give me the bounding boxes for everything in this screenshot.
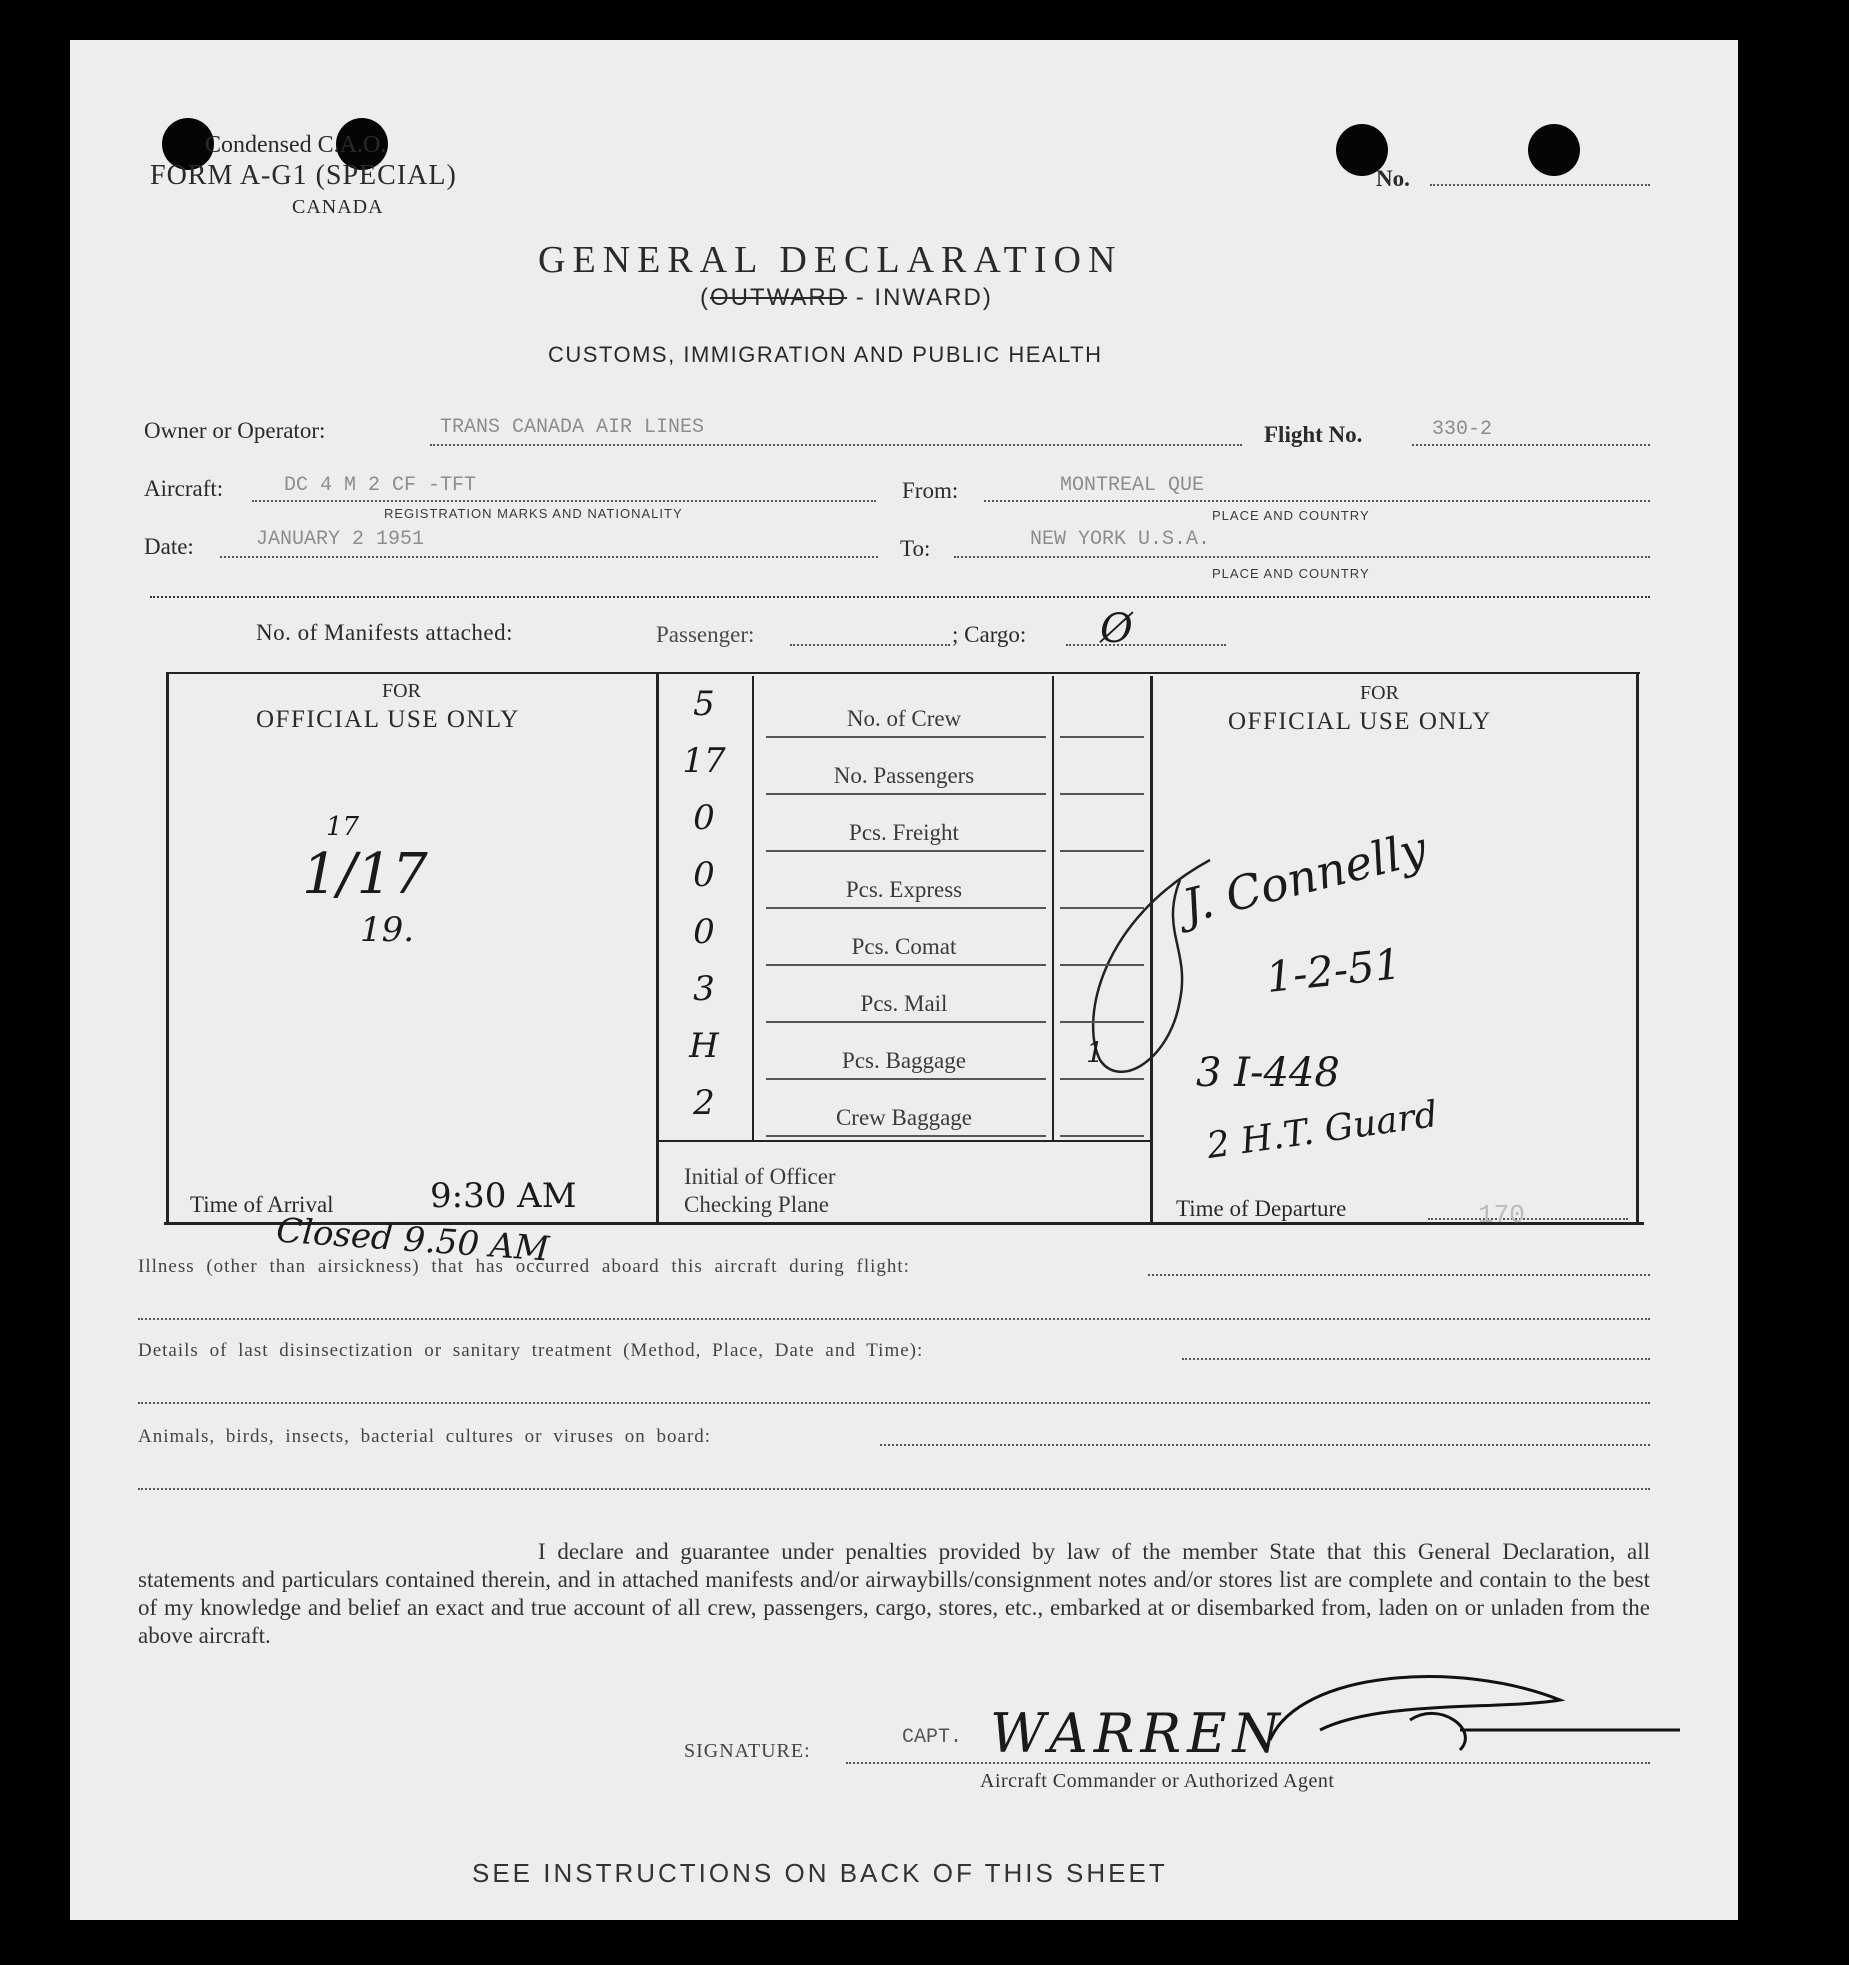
footer-instructions: SEE INSTRUCTIONS ON BACK OF THIS SHEET [472,1858,1168,1888]
aircraft-value: DC 4 M 2 CF -TFT [284,474,477,497]
left-official-label: OFFICIAL USE ONLY [256,706,520,733]
passenger-manifest-field[interactable] [790,644,950,646]
row-label-4: Pcs. Comat [851,934,957,959]
from-caption: PLACE AND COUNTRY [1212,508,1370,523]
disinsectization-label: Details of last disinsectization or sanitary treatment (Method, Place, Date and Time): [138,1340,924,1361]
cargo-manifest-field[interactable] [1066,644,1226,646]
form-code-line1: Condensed C.A.O. [205,132,387,158]
arrival-time-label: Time of Arrival [190,1192,334,1217]
number-label: No. [1376,166,1410,191]
row-extra-value-6[interactable]: 1 [1086,1036,1104,1069]
to-caption: PLACE AND COUNTRY [1212,566,1370,581]
signature-label: SIGNATURE: [684,1740,811,1762]
owner-field[interactable] [430,444,1242,446]
signature-typed-prefix: CAPT. [902,1726,963,1749]
initial-officer-label: Initial of Officer [684,1164,836,1189]
authority-line: CUSTOMS, IMMIGRATION AND PUBLIC HEALTH [548,342,1103,367]
date-value: JANUARY 2 1951 [256,528,425,551]
row-extra-rule-5 [1060,1021,1144,1023]
date-field[interactable] [220,556,878,558]
arrival-time-value: 9:30 AM [430,1176,577,1216]
row-value-7[interactable]: 2 [693,1083,715,1123]
cargo-label: ; Cargo: [952,622,1027,647]
row-value-2[interactable]: 0 [693,798,715,838]
right-note-3: 3 I-448 [1196,1050,1340,1096]
row-rule-4 [766,964,1046,966]
table-right-border [1636,674,1639,1224]
illness-field[interactable] [1148,1274,1650,1276]
animals-field-line2[interactable] [138,1488,1650,1490]
page-title: GENERAL DECLARATION [538,239,1123,281]
row-extra-rule-6 [1060,1078,1144,1080]
row-rule-6 [766,1078,1046,1080]
aircraft-field[interactable] [252,500,876,502]
signature-caption: Aircraft Commander or Authorized Agent [980,1770,1335,1792]
row-label-2: Pcs. Freight [849,820,959,845]
row-extra-rule-2 [1060,850,1144,852]
manifests-label: No. of Manifests attached: [256,620,513,645]
row-value-1[interactable]: 17 [682,741,726,781]
left-note-2: 17 [326,812,360,842]
row-rule-1 [766,793,1046,795]
row-value-6[interactable]: H [689,1026,719,1066]
signature-flourish [1260,1660,1680,1770]
disinsectization-field-line2[interactable] [138,1402,1650,1404]
departure-time-label: Time of Departure [1176,1196,1347,1221]
form-code-line2: FORM A-G1 (SPECIAL) [150,160,457,191]
row-extra-rule-3 [1060,907,1144,909]
right-note-2: 1-2-51 [1263,939,1404,1002]
departure-time-field[interactable] [1428,1218,1628,1220]
signature-handwritten: WARREN [990,1702,1286,1765]
row-rule-0 [766,736,1046,738]
row-label-3: Pcs. Express [845,877,963,902]
to-field[interactable] [954,556,1650,558]
row-extra-rule-7 [1060,1135,1144,1137]
row-label-1: No. Passengers [833,763,975,788]
aircraft-caption: REGISTRATION MARKS AND NATIONALITY [384,506,683,521]
row-rule-2 [766,850,1046,852]
checking-plane-label: Checking Plane [684,1192,829,1217]
row-value-4[interactable]: 0 [693,912,715,952]
row-extra-rule-0 [1060,736,1144,738]
right-note-1: J. Connelly [1177,820,1432,934]
left-for-label: FOR [382,680,421,702]
outward-struck: OUTWARD [710,284,848,311]
right-for-label: FOR [1360,682,1399,704]
from-label: From: [902,478,959,503]
left-note-1: 1/17 [302,842,428,907]
punch-hole-4 [1528,124,1580,176]
from-field[interactable] [984,500,1650,502]
row-rule-7 [766,1135,1046,1137]
row-value-3[interactable]: 0 [693,855,715,895]
form-code-line3: CANADA [292,196,384,218]
row-label-6: Pcs. Baggage [842,1048,966,1073]
flight-field[interactable] [1412,444,1650,446]
illness-field-line2[interactable] [138,1318,1650,1320]
row-rule-3 [766,907,1046,909]
animals-field[interactable] [880,1444,1650,1446]
row-label-7: Crew Baggage [835,1105,973,1130]
flight-label: Flight No. [1264,422,1363,447]
passenger-label: Passenger: [656,622,755,647]
separator-rule [150,596,1650,598]
table-row-bottom [656,1140,1150,1142]
right-official-label: OFFICIAL USE ONLY [1228,708,1492,735]
to-value: NEW YORK U.S.A. [1030,528,1211,551]
date-label: Date: [144,534,194,559]
animals-label: Animals, birds, insects, bacterial cultures or viruses on board: [138,1426,712,1447]
illness-label: Illness (other than airsickness) that has occurred aboard this aircraft during flight: [138,1256,910,1277]
cargo-value: Ø [1100,606,1133,652]
number-field[interactable] [1430,184,1650,186]
to-label: To: [900,536,931,561]
declaration-statement: I declare and guarantee under penalties provided by law of the member State that this General Declaration, all statements and particulars contained therein, and in attached manifests and/or airwaybills/consignment notes and/or stores list are complete and contain to the best of my knowledge and belief an exact and true account of all crew, passengers, cargo, stores, etc., embarked at or disembarked from, laden on or unladen from the above aircraft. [138,1539,1650,1648]
row-extra-rule-1 [1060,793,1144,795]
row-label-0: No. of Crew [846,706,962,731]
right-note-4: 2 H.T. Guard [1204,1094,1441,1167]
departure-time-value: 170 [1478,1200,1525,1230]
owner-label: Owner or Operator: [144,418,326,443]
row-value-0[interactable]: 5 [693,684,715,724]
left-note-3: 19. [360,910,415,950]
row-extra-rule-4 [1060,964,1144,966]
from-value: MONTREAL QUE [1060,474,1205,497]
flight-value: 330-2 [1432,418,1493,441]
aircraft-label: Aircraft: [144,476,224,501]
row-label-5: Pcs. Mail [860,991,948,1016]
row-rule-5 [766,1021,1046,1023]
disinsectization-field[interactable] [1182,1358,1650,1360]
direction-subtitle: (OUTWARD - INWARD) [700,284,993,311]
row-value-5[interactable]: 3 [693,969,715,1009]
inward-text: - INWARD) [847,284,993,311]
table-top-border [168,672,1640,674]
illness-handwritten-note: Closed 9.50 AM [274,1210,551,1270]
owner-value: TRANS CANADA AIR LINES [440,416,705,439]
table-left-border [166,672,169,1224]
